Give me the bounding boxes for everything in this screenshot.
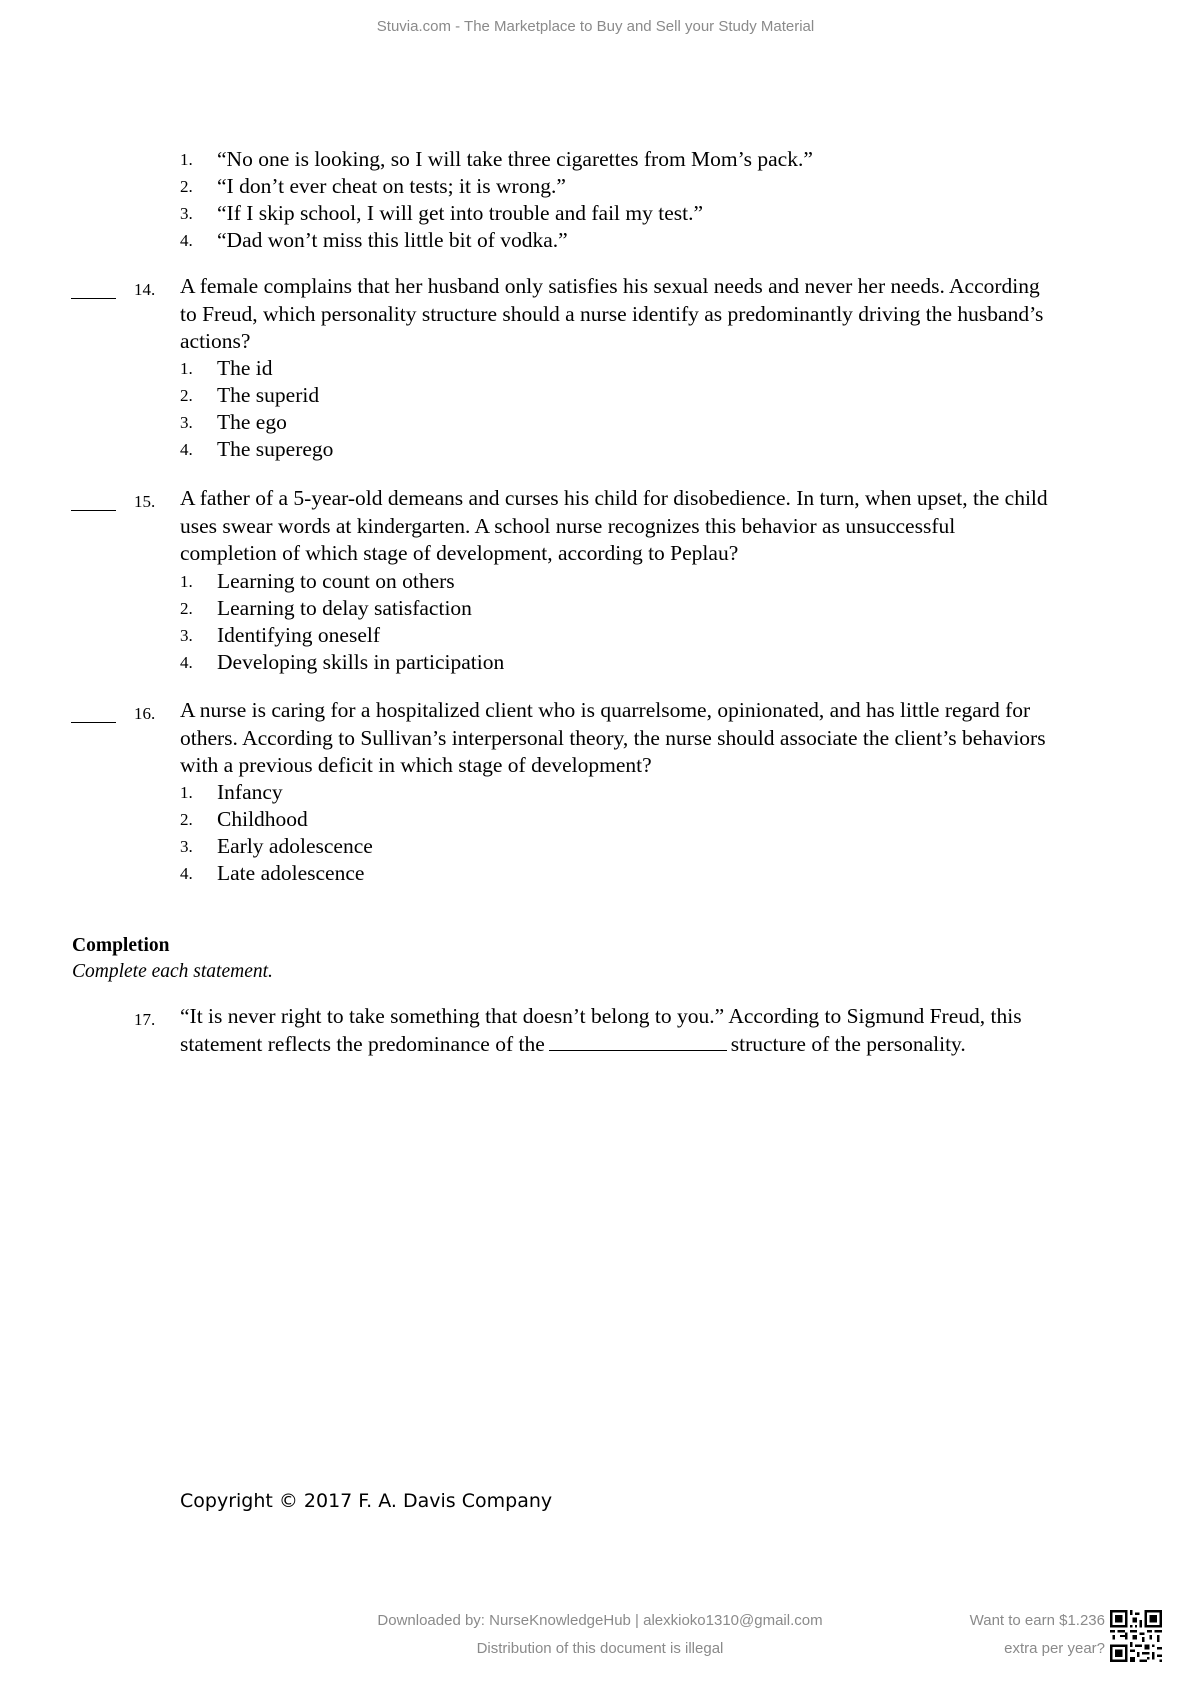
question-stem <box>180 485 1160 568</box>
question-stem <box>180 697 1160 780</box>
stem-line: A father of a 5-year-old demeans and curses his child for disobedience. In turn, when upset, the child <box>180 486 1048 510</box>
option-text: The ego <box>217 410 287 434</box>
copyright-notice: Copyright © 2017 F. A. Davis Company <box>180 1490 553 1512</box>
option-number: 4. <box>180 231 193 250</box>
stem-line: A nurse is caring for a hospitalized client who is quarrelsome, opinionated, and has little regard for <box>180 698 1031 722</box>
option-text: Developing skills in participation <box>217 650 505 674</box>
question-number: 17. <box>134 1010 156 1029</box>
option-number: 2. <box>180 177 193 196</box>
earn-promo-line2[interactable]: extra per year? <box>1004 1640 1105 1657</box>
option-number: 4. <box>180 440 193 459</box>
stem-line: with a previous deficit in which stage of development? <box>180 753 652 777</box>
option-number: 2. <box>180 386 193 405</box>
qr-code-icon[interactable] <box>1110 1610 1162 1662</box>
section-title: Completion <box>72 935 170 956</box>
option-number: 1. <box>180 783 193 802</box>
option-number: 3. <box>180 204 193 223</box>
stem-line: “It is never right to take something that doesn’t belong to you.” According to Sigmund Freud, this <box>180 1004 1022 1028</box>
option-text: Identifying oneself <box>217 623 380 647</box>
option-text: “Dad won’t miss this little bit of vodka.” <box>217 228 568 252</box>
stem-text-before: statement reflects the predominance of the <box>180 1031 545 1056</box>
stem-line: A female complains that her husband only satisfies his sexual needs and never her needs. According <box>180 274 1040 298</box>
option-text: The id <box>217 356 273 380</box>
option-number: 4. <box>180 653 193 672</box>
section-instruction: Complete each statement. <box>72 961 273 982</box>
option-text: The superid <box>217 383 320 407</box>
fill-in-blank <box>549 1049 727 1051</box>
question-number: 15. <box>134 492 156 511</box>
option-text: Childhood <box>217 807 308 831</box>
distribution-notice: Distribution of this document is illegal <box>476 1640 724 1657</box>
question-stem <box>180 273 1160 356</box>
site-banner: Stuvia.com - The Marketplace to Buy and Sell your Study Material <box>376 18 815 35</box>
option-text: “If I skip school, I will get into trouble and fail my test.” <box>217 201 704 225</box>
option-number: 2. <box>180 810 193 829</box>
option-number: 1. <box>180 572 193 591</box>
question-number: 14. <box>134 280 156 299</box>
question-number: 16. <box>134 704 156 723</box>
download-info: Downloaded by: NurseKnowledgeHub | alexkioko1310@gmail.com <box>377 1612 823 1629</box>
option-number: 3. <box>180 626 193 645</box>
stem-line: completion of which stage of development, according to Peplau? <box>180 541 739 565</box>
stem-line <box>180 1031 1160 1059</box>
stem-line: others. According to Sullivan’s interpersonal theory, the nurse should associate the client’s behaviors <box>180 725 1046 750</box>
stem-line: to Freud, which personality structure should a nurse identify as predominantly driving the husband’s <box>180 301 1044 326</box>
stem-line: uses swear words at kindergarten. A school nurse recognizes this behavior as unsuccessful <box>180 513 956 538</box>
option-text: Early adolescence <box>217 834 373 858</box>
answer-blank <box>71 298 116 299</box>
option-text: Late adolescence <box>217 861 365 885</box>
option-number: 1. <box>180 150 193 169</box>
option-text: Infancy <box>217 780 283 804</box>
answer-blank <box>71 510 116 511</box>
option-text: The superego <box>217 437 334 461</box>
option-text: Learning to delay satisfaction <box>217 596 472 620</box>
stem-text-after: structure of the personality. <box>730 1031 966 1056</box>
option-text: Learning to count on others <box>217 569 455 593</box>
option-number: 3. <box>180 413 193 432</box>
option-number: 3. <box>180 837 193 856</box>
stem-line: actions? <box>180 329 251 353</box>
earn-promo-line1[interactable]: Want to earn $1.236 <box>969 1612 1105 1629</box>
option-number: 1. <box>180 359 193 378</box>
question-stem <box>180 1003 1160 1058</box>
option-number: 4. <box>180 864 193 883</box>
option-text: “No one is looking, so I will take three cigarettes from Mom’s pack.” <box>217 147 813 171</box>
option-number: 2. <box>180 599 193 618</box>
answer-blank <box>71 722 116 723</box>
option-text: “I don’t ever cheat on tests; it is wrong.” <box>217 174 566 198</box>
